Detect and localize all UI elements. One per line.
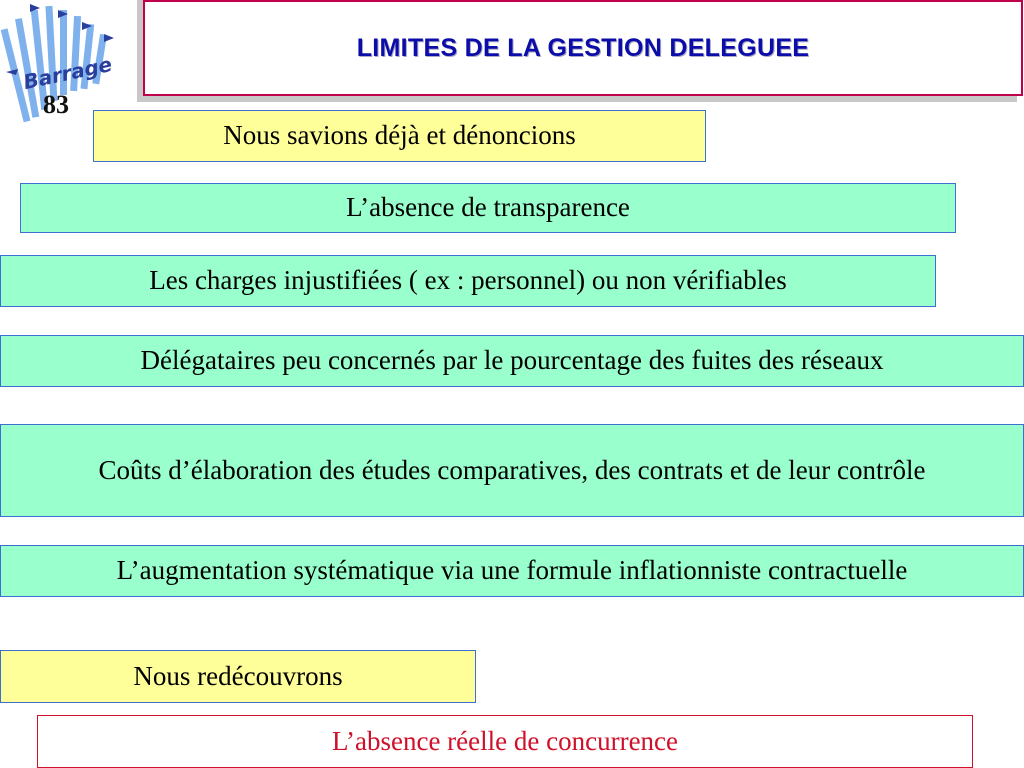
list-item: L’absence de transparence (20, 183, 956, 233)
section-heading-known: Nous savions déjà et dénoncions (93, 110, 706, 162)
page-title: LIMITES DE LA GESTION DELEGUEE (356, 33, 810, 62)
logo-number-text: 83 (43, 90, 69, 119)
logo-brand-text: Barrage (21, 51, 115, 95)
list-item: Délégataires peu concernés par le pourcentage des fuites des réseaux (0, 335, 1024, 387)
highlight-item: L’absence réelle de concurrence (37, 715, 973, 768)
list-item: Les charges injustifiées ( ex : personnel) ou non vérifiables (0, 255, 936, 307)
section-heading-rediscovered: Nous redécouvrons (0, 650, 476, 703)
list-item: Coûts d’élaboration des études comparatives, des contrats et de leur contrôle (0, 424, 1024, 517)
list-item: L’augmentation systématique via une formule inflationniste contractuelle (0, 545, 1024, 597)
title-frame (143, 0, 1023, 96)
